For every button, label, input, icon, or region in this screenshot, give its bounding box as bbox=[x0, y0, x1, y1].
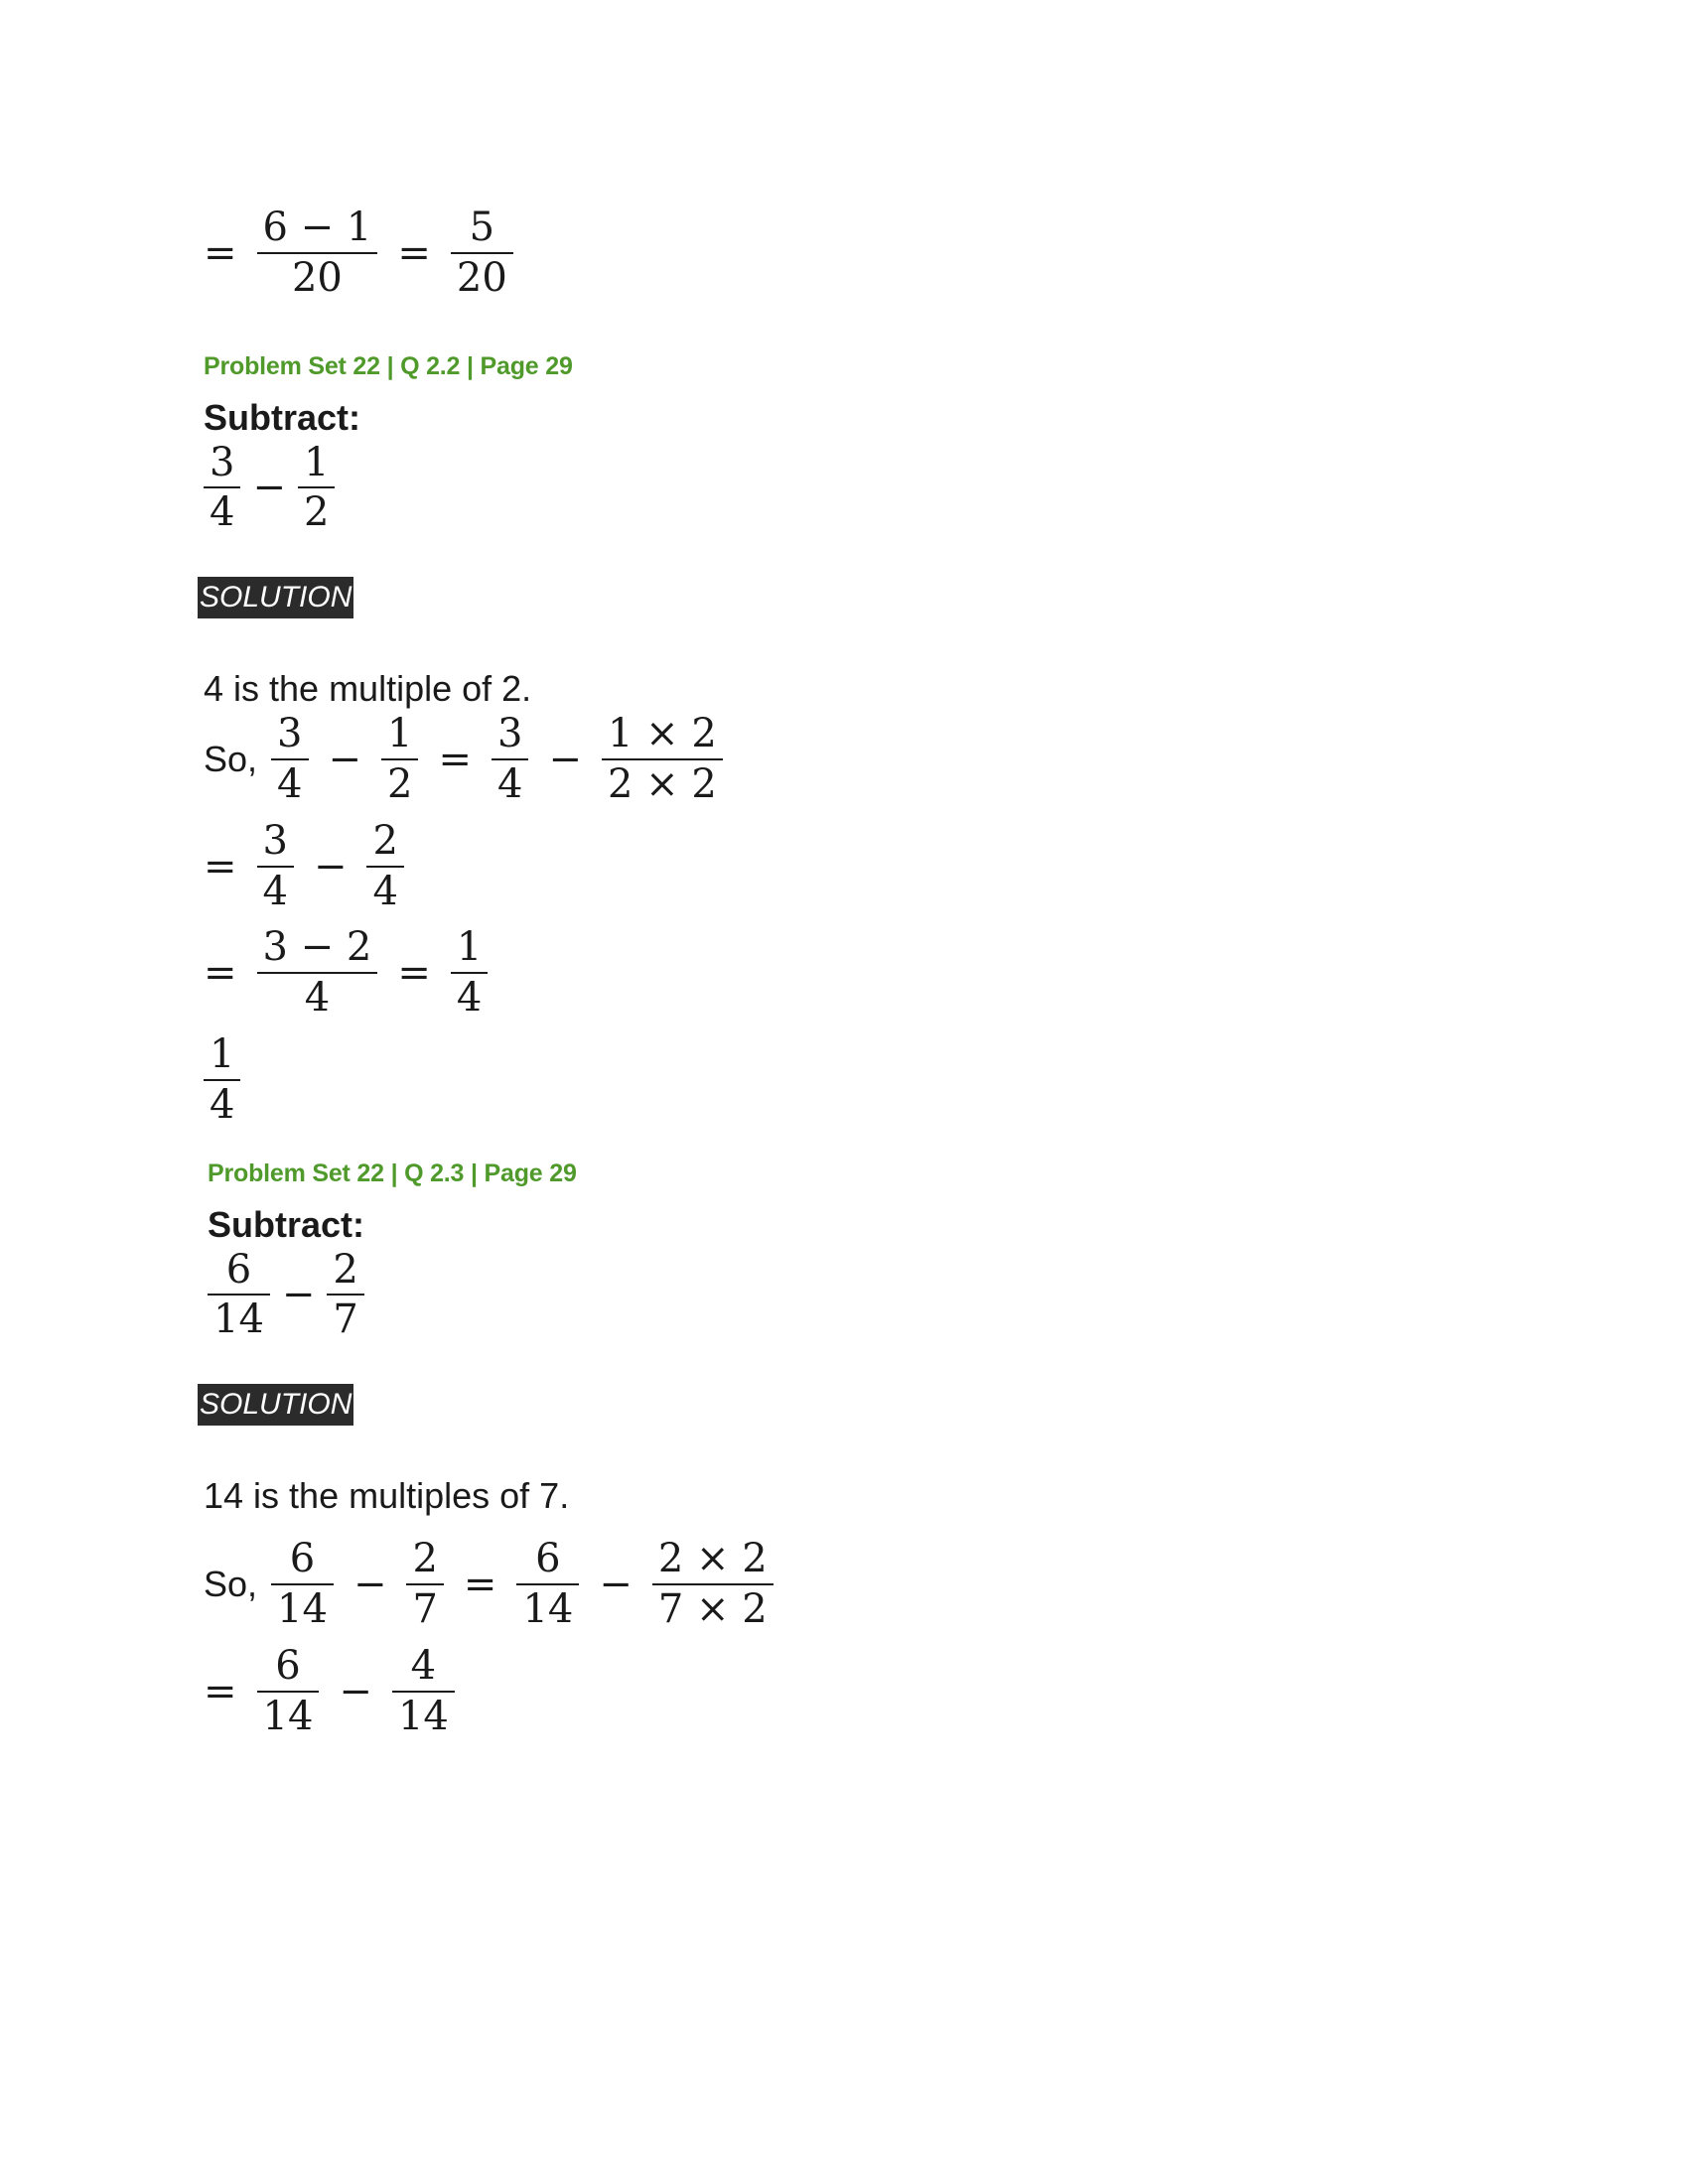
solution-line-3 bbox=[204, 923, 1494, 1023]
fraction bbox=[257, 923, 378, 1023]
equals-sign: = bbox=[463, 1561, 497, 1607]
numerator: 1 bbox=[456, 924, 483, 971]
question-heading: Subtract: bbox=[204, 396, 361, 438]
denominator: 4 bbox=[496, 760, 523, 807]
fraction bbox=[516, 1535, 579, 1634]
so-label: So, bbox=[204, 1563, 258, 1604]
denominator: 2 × 2 bbox=[607, 760, 717, 807]
minus-sign: − bbox=[599, 1561, 633, 1607]
minus-sign: − bbox=[352, 1561, 387, 1607]
solution-label: SOLUTION bbox=[198, 1384, 353, 1426]
fraction bbox=[406, 1535, 443, 1634]
so-label: So, bbox=[204, 738, 258, 779]
minus-sign: − bbox=[313, 843, 348, 889]
numerator: 3 bbox=[262, 817, 288, 864]
denominator: 20 bbox=[456, 254, 507, 301]
minus-sign: − bbox=[339, 1668, 372, 1714]
denominator: 7 × 2 bbox=[657, 1585, 768, 1632]
fraction bbox=[271, 710, 308, 809]
solution-line-1 bbox=[204, 710, 1494, 809]
fraction bbox=[602, 710, 723, 809]
worksheet-content bbox=[200, 204, 1494, 1740]
question-heading: Subtract: bbox=[208, 1203, 365, 1245]
denominator: 4 bbox=[210, 1081, 235, 1128]
denominator: 4 bbox=[210, 489, 235, 536]
numerator: 3 − 2 bbox=[262, 924, 372, 971]
denominator: 20 bbox=[291, 254, 343, 301]
denominator: 14 bbox=[522, 1585, 574, 1632]
continued-equation bbox=[204, 204, 1494, 303]
denominator: 14 bbox=[262, 1693, 314, 1739]
solution-statement: 4 is the multiple of 2. bbox=[204, 668, 532, 710]
numerator: 2 bbox=[372, 817, 398, 864]
minus-sign: − bbox=[328, 736, 362, 782]
numerator: 2 bbox=[333, 1246, 358, 1293]
fraction bbox=[327, 1246, 363, 1345]
numerator: 4 bbox=[410, 1642, 437, 1689]
solution-line-2 bbox=[204, 1642, 1494, 1741]
minus-sign: − bbox=[281, 1272, 316, 1318]
numerator: 3 bbox=[277, 711, 303, 757]
denominator: 2 bbox=[387, 760, 413, 807]
numerator: 1 × 2 bbox=[607, 711, 717, 757]
question-reference: Problem Set 22 | Q 2.3 | Page 29 bbox=[208, 1159, 577, 1187]
fraction bbox=[204, 1030, 240, 1130]
denominator: 4 bbox=[456, 975, 483, 1022]
numerator: 6 bbox=[275, 1642, 301, 1689]
fraction bbox=[208, 1246, 270, 1345]
fraction bbox=[451, 923, 488, 1023]
fraction bbox=[366, 817, 403, 916]
question-expression bbox=[200, 1246, 1494, 1345]
denominator: 4 bbox=[277, 760, 303, 807]
numerator: 1 bbox=[303, 439, 330, 485]
fraction bbox=[271, 1535, 334, 1634]
equals-sign: = bbox=[204, 843, 237, 889]
fraction bbox=[492, 710, 528, 809]
equals-sign: = bbox=[397, 950, 431, 997]
fraction bbox=[392, 1642, 455, 1741]
question-reference: Problem Set 22 | Q 2.2 | Page 29 bbox=[204, 351, 573, 380]
solution-label: SOLUTION bbox=[198, 577, 353, 618]
solution-line-1 bbox=[204, 1535, 1494, 1634]
fraction bbox=[381, 710, 418, 809]
numerator: 6 bbox=[289, 1536, 316, 1582]
question-expression bbox=[196, 439, 1494, 538]
denominator: 4 bbox=[304, 975, 331, 1022]
fraction bbox=[298, 439, 335, 538]
numerator: 6 − 1 bbox=[262, 205, 372, 250]
equals-sign: = bbox=[204, 950, 237, 997]
numerator: 1 bbox=[210, 1030, 235, 1077]
solution-line-2 bbox=[204, 817, 1494, 916]
numerator: 3 bbox=[496, 711, 523, 757]
equals-sign: = bbox=[438, 736, 472, 782]
fraction bbox=[257, 204, 378, 303]
numerator: 3 bbox=[210, 439, 235, 485]
denominator: 2 bbox=[303, 489, 330, 536]
solution-statement: 14 is the multiples of 7. bbox=[204, 1475, 570, 1517]
fraction bbox=[451, 204, 513, 303]
fraction bbox=[257, 1642, 320, 1741]
solution-row bbox=[200, 1384, 1494, 1426]
numerator: 5 bbox=[469, 205, 495, 250]
final-answer bbox=[196, 1030, 1494, 1130]
denominator: 14 bbox=[397, 1693, 449, 1739]
solution-row bbox=[200, 577, 1494, 618]
equals-sign: = bbox=[397, 229, 431, 276]
equals-sign: = bbox=[204, 229, 237, 276]
minus-sign: − bbox=[252, 465, 286, 511]
fraction bbox=[204, 439, 240, 538]
fraction bbox=[257, 817, 294, 916]
minus-sign: − bbox=[548, 736, 582, 782]
denominator: 7 bbox=[333, 1297, 358, 1343]
numerator: 6 bbox=[225, 1246, 252, 1293]
denominator: 14 bbox=[213, 1297, 264, 1343]
numerator: 2 bbox=[412, 1536, 438, 1582]
denominator: 14 bbox=[277, 1585, 328, 1632]
fraction bbox=[652, 1535, 774, 1634]
numerator: 1 bbox=[387, 711, 413, 757]
denominator: 4 bbox=[372, 868, 398, 914]
numerator: 2 × 2 bbox=[657, 1536, 768, 1582]
denominator: 7 bbox=[412, 1585, 438, 1632]
equals-sign: = bbox=[204, 1668, 237, 1714]
denominator: 4 bbox=[262, 868, 288, 914]
numerator: 6 bbox=[535, 1536, 561, 1582]
